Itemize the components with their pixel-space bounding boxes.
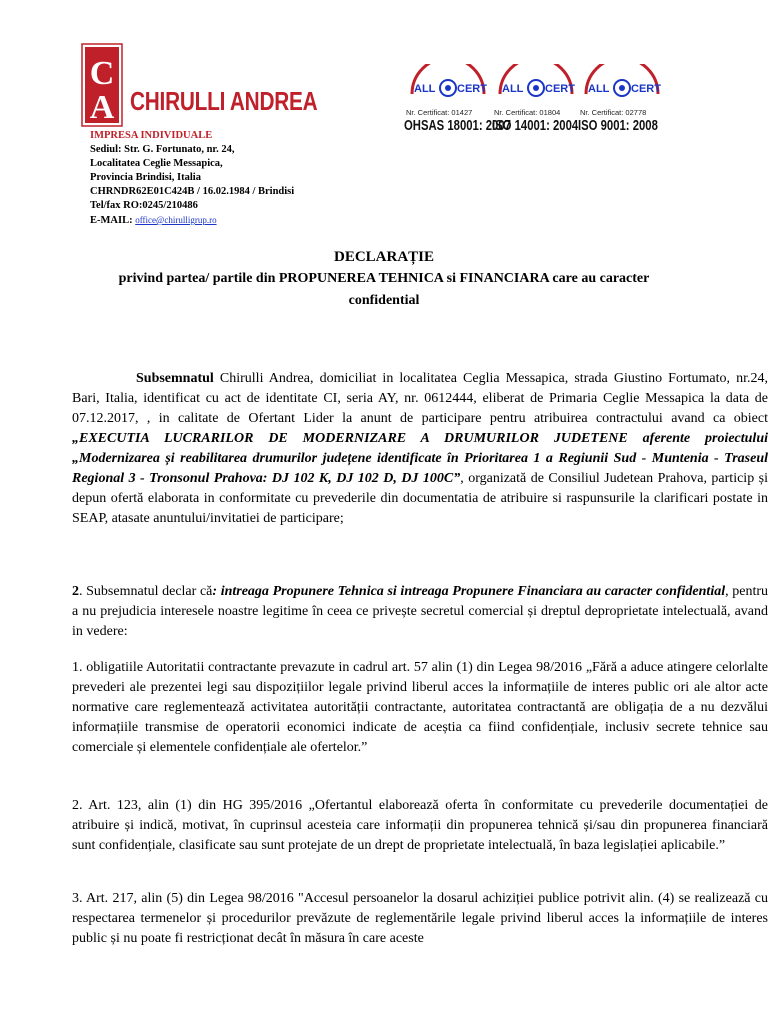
email-label: E-MAIL: — [90, 215, 133, 226]
p1-text-end: , organizată de Consiliul Judetean Prahova, particip și depun ofertă elaborata in conformitate cu prevederile din documentatia de atribuire si raspunsurile la clarificari postate in SEAP, atasate anuntului/invitatiei de participare; — [72, 471, 768, 526]
allcert-logo-icon — [404, 64, 494, 108]
p1-object: „EXECUTIA LUCRARILOR DE MODERNIZARE A DRUMURILOR JUDETENE aferente proiectului „Modernizarea și reabilitarea drumurilor județene identificate în Prioritarea 1 a Regiunii Sud - Muntenia - Traseul Regional 3 - Tronsonul Prahova: DJ 102 K, DJ 102 D, DJ 100C” — [72, 431, 768, 486]
p4-text: 2. Art. 123, alin (1) din HG 395/2016 „Ofertantul elaborează oferta în conformitate cu prevederile documentației de atribuire și indică, motivat, în cuprinsul acesteia care informații din propunerea tehnică și/sau din propunerea financiară sunt confidențiale, clasificate sau sunt protejate de un drept de proprietate intelectuală, în baza legislației aplicabile.” — [72, 798, 768, 853]
svg-text:C: C — [89, 55, 115, 92]
p2-emphasis: : intreaga Propunere Tehnica si intreaga Propunere Financiara au caracter confidential — [212, 584, 726, 599]
p2-text-end: , pentru a nu prejudicia interesele noastre legitime în ceea ce privește secretul comercial și dreptul deproprietate intelectuală, avand in vedere: — [72, 584, 768, 639]
svg-text:ALL: ALL — [414, 83, 436, 95]
allcert-logo-icon — [578, 64, 668, 108]
company-name: CHIRULLI ANDREA — [130, 86, 318, 116]
cert-number: Nr. Certificat: 02778 — [580, 108, 647, 117]
svg-text:CERT: CERT — [631, 83, 661, 95]
cert-badge-iso14001 — [492, 64, 582, 140]
paragraph-4 — [72, 796, 768, 856]
paragraph-5 — [72, 889, 768, 949]
paragraph-2 — [72, 582, 768, 642]
company-address: Sediul: Str. G. Fortunato, nr. 24, — [90, 144, 235, 155]
company-phone: Tel/fax RO:0245/210486 — [90, 200, 198, 211]
p5-text: 3. Art. 217, alin (5) din Legea 98/2016 "Accesul persoanelor la dosarul achiziției publice potrivit alin. (4) se realizează cu respectarea termenelor și procedurilor prevăzute de reglementările legale privind liberul acces la informațiile de interes public și nu poate fi restricționat decât în măsura în care aceste — [72, 891, 768, 946]
cert-badge-ohsas — [404, 64, 511, 140]
cert-standard: ISO 14001: 2004 — [492, 118, 579, 134]
email-link[interactable]: office@chirulligrup.ro — [135, 215, 217, 225]
title-main: DECLARAȚIE — [333, 249, 435, 265]
paragraph-1 — [72, 369, 768, 529]
svg-text:ALL: ALL — [502, 83, 524, 95]
svg-text:A: A — [89, 89, 115, 126]
p2-number: 2 — [72, 584, 79, 599]
document-title — [100, 246, 668, 312]
allcert-logo-icon — [492, 64, 582, 108]
cert-badge-iso9001 — [578, 64, 668, 140]
company-type: IMPRESA INDIVIDUALE — [90, 130, 213, 141]
p1-text: Chirulli Andrea, domiciliat in localitatea Ceglia Messapica, strada Giustino Fortumato, nr.24, Bari, Italia, identificat cu act de identitate CI, seria AY, nr. 0612444, eliberat de Primaria Ceglie Messapica la data de 07.12.2017, , in calitate de Ofertant Lider la anunt de participare pentru atribuirea contractului avand ca obiect — [72, 371, 768, 426]
svg-text:ALL: ALL — [588, 83, 610, 95]
company-fiscal-code: CHRNDR62E01C424B / 16.02.1984 / Brindisi — [90, 186, 295, 197]
ca-logo-mark — [80, 40, 126, 128]
company-info — [90, 129, 294, 228]
title-subtitle: privind partea/ partile din PROPUNEREA TEHNICA si FINANCIARA care au caracter confidential — [118, 271, 650, 308]
p2-text: . Subsemnatul declar că — [79, 584, 213, 599]
svg-text:CERT: CERT — [457, 83, 487, 95]
cert-standard: OHSAS 18001: 2007 — [404, 118, 511, 134]
paragraph-3 — [72, 658, 768, 758]
company-logo — [80, 40, 318, 128]
svg-text:CERT: CERT — [545, 83, 575, 95]
cert-standard: ISO 9001: 2008 — [578, 118, 658, 134]
p3-text: 1. obligatiile Autoritatii contractante prevazute in cadrul art. 57 alin (1) din Legea 98/2016 „Fără a aduce atingere celorlalte prevederi ale prezentei legi sau dispozițiilor legale privind liberul acces la informațiile de interes public ori ale altor acte normative care reglementează activitatea autorității contractante, autoritatea contractantă are obligația de a nu dezvălui informațiile transmise de operatorii economici indicate de aceștia ca fiind confidențiale, inclusiv secrete tehnice sau comerciale și elementele confidențiale ale ofertelor.” — [72, 660, 768, 755]
p1-lead: Subsemnatul — [136, 371, 214, 386]
cert-number: Nr. Certificat: 01427 — [406, 108, 473, 117]
certifications — [404, 64, 668, 140]
cert-number: Nr. Certificat: 01804 — [494, 108, 561, 117]
company-province: Provincia Brindisi, Italia — [90, 172, 201, 183]
company-locality: Localitatea Ceglie Messapica, — [90, 158, 223, 169]
company-email-row — [90, 213, 294, 228]
